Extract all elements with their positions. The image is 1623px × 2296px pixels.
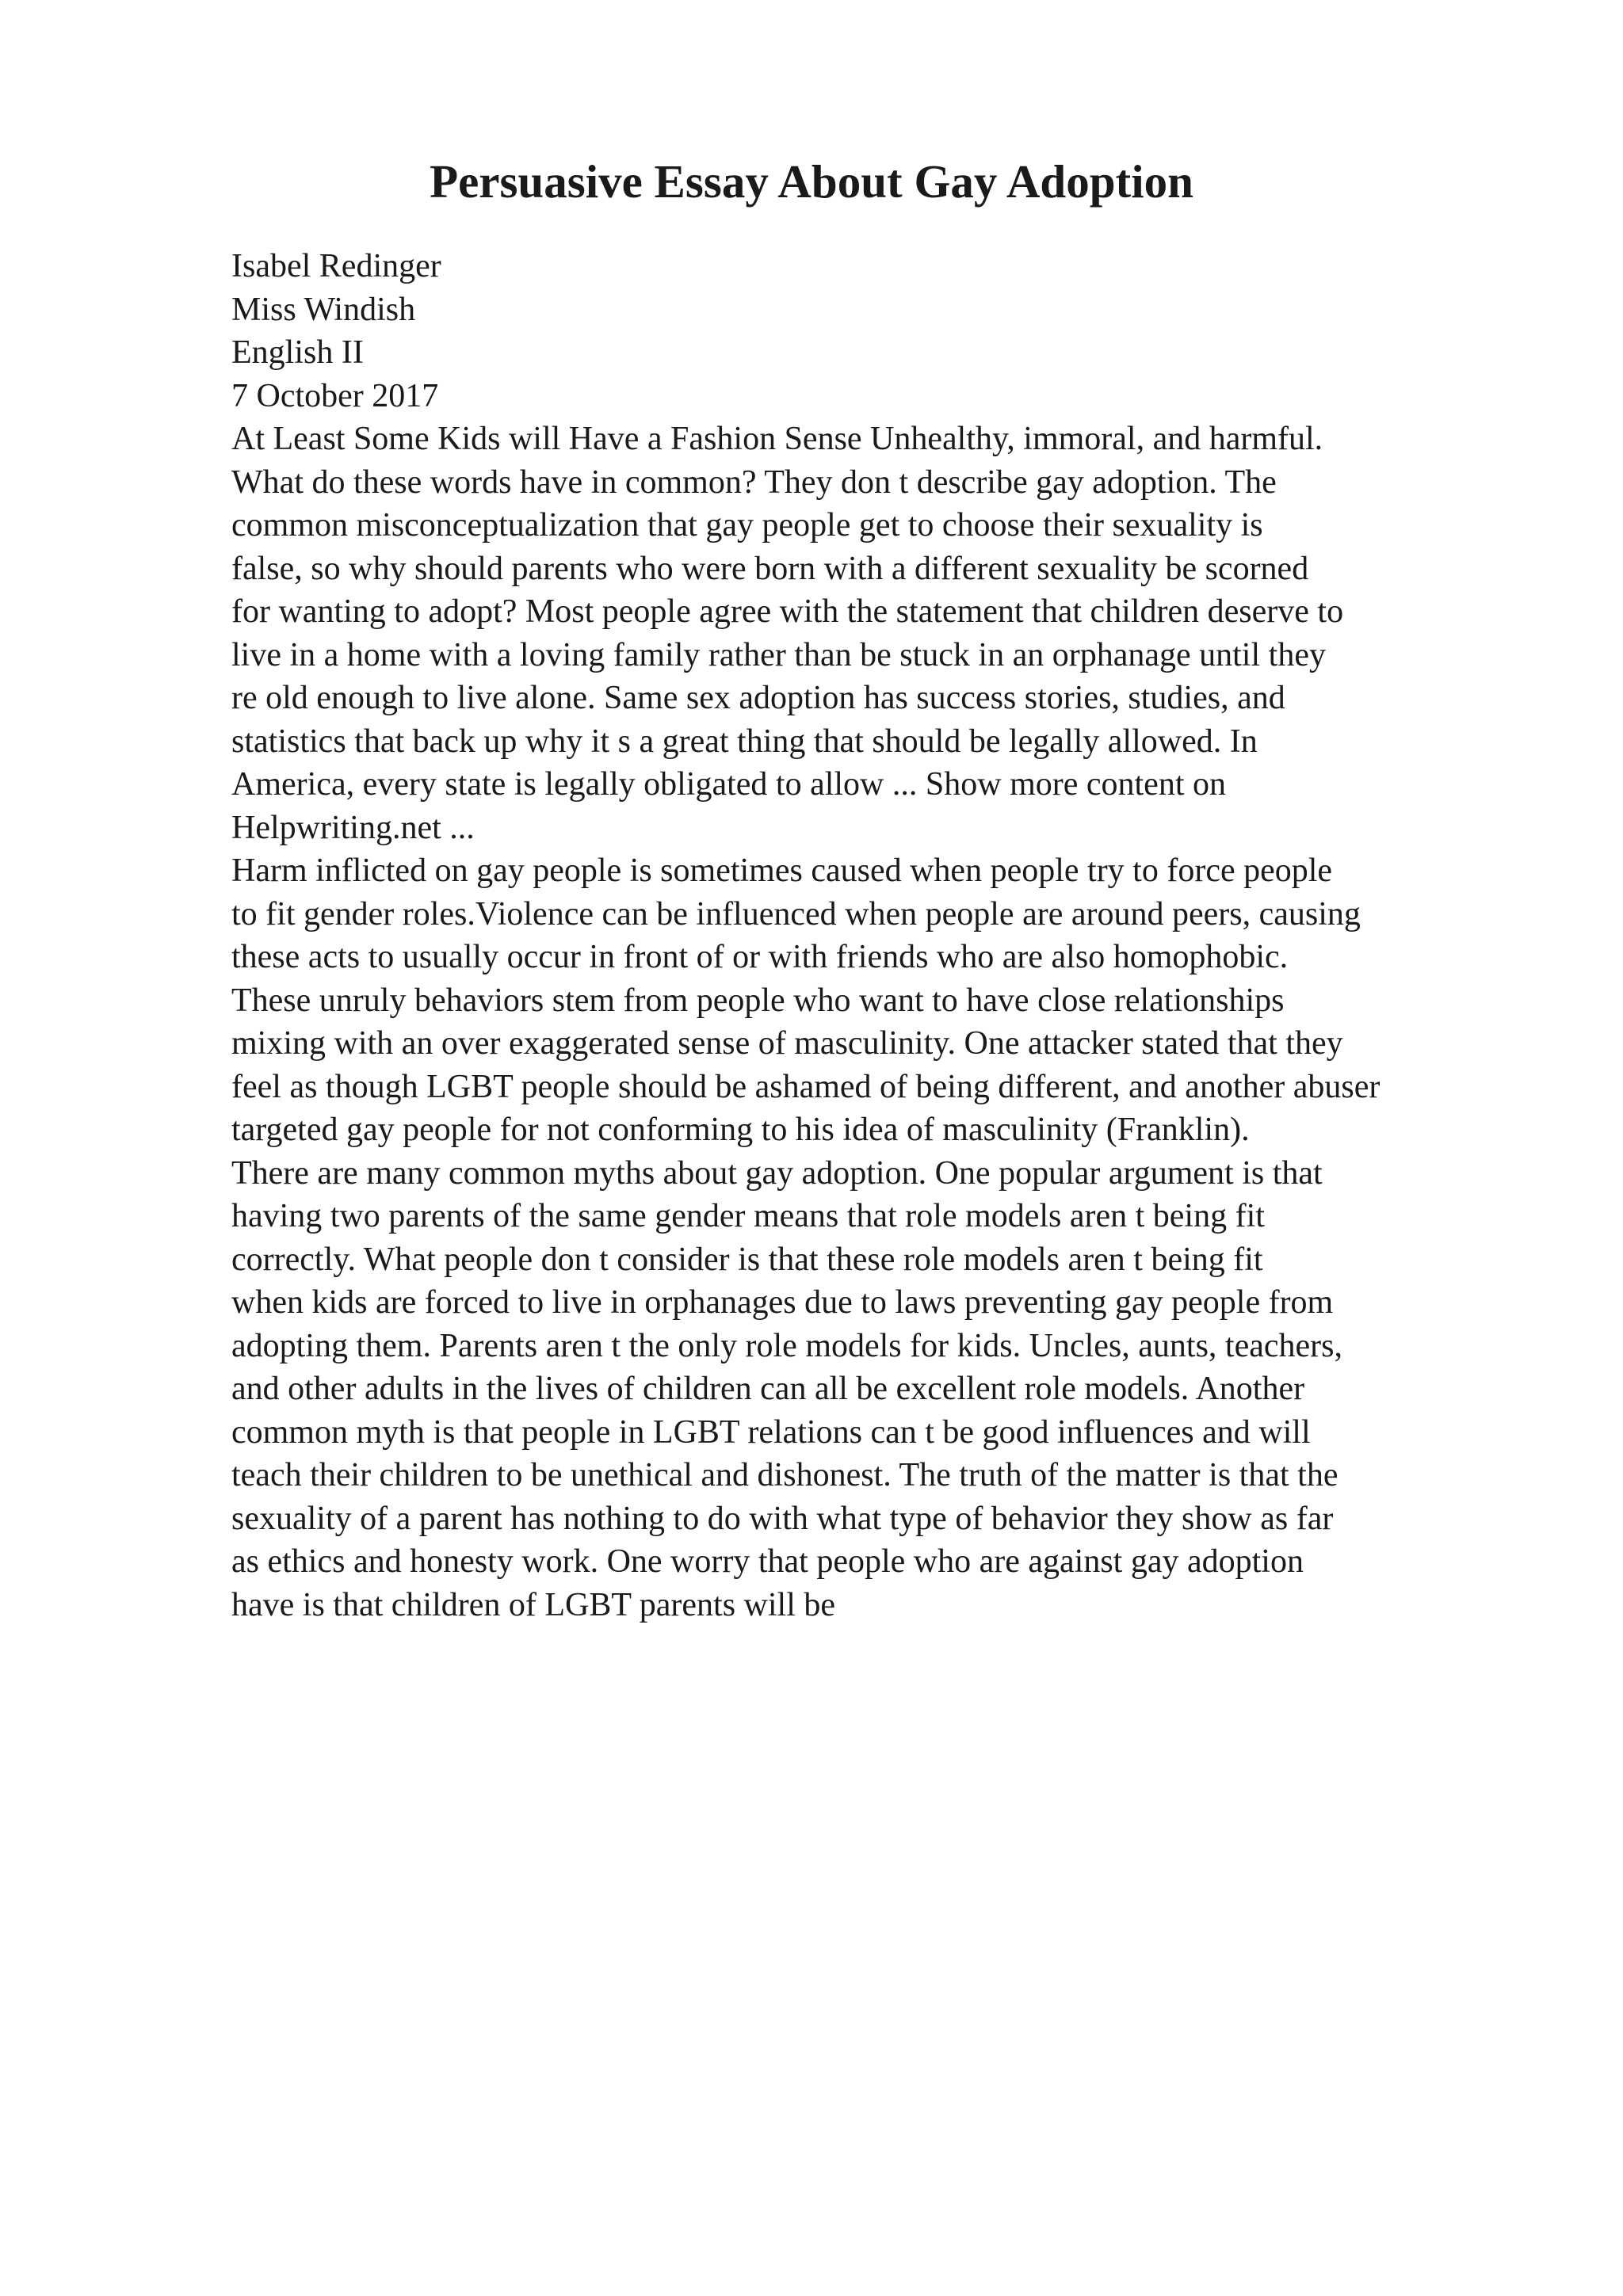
document-body xyxy=(231,245,1610,1627)
text-line: common myth is that people in LGBT relations can t be good influences and will xyxy=(231,1413,1311,1451)
paragraph-3 xyxy=(231,1152,1610,1627)
text-line: and other adults in the lives of children can all be excellent role models. Another xyxy=(231,1371,1305,1407)
text-line: these acts to usually occur in front of or with friends who are also homophobic. xyxy=(231,939,1289,975)
text-line: statistics that back up why it s a great thing that should be legally allowed. In xyxy=(231,723,1258,760)
text-line: common misconceptualization that gay people get to choose their sexuality is xyxy=(231,507,1263,543)
text-line: Harm inflicted on gay people is sometimes caused when people try to force people xyxy=(231,852,1333,889)
paragraph-1 xyxy=(231,418,1610,849)
text-line: Helpwriting.net ... xyxy=(231,809,475,846)
text-line: live in a home with a loving family rather than be stuck in an orphanage until they xyxy=(231,636,1326,673)
author-header xyxy=(231,245,1610,418)
author-name: Isabel Redinger xyxy=(231,248,441,284)
document-title: Persuasive Essay About Gay Adoption xyxy=(430,155,1193,208)
text-line: re old enough to live alone. Same sex adoption has success stories, studies, and xyxy=(231,680,1285,716)
text-line: for wanting to adopt? Most people agree with the statement that children deserve to xyxy=(231,593,1344,630)
text-line: having two parents of the same gender means that role models aren t being fit xyxy=(231,1198,1265,1234)
text-line: At Least Some Kids will Have a Fashion Sense Unhealthy, immoral, and harmful. xyxy=(231,421,1323,457)
text-line: These unruly behaviors stem from people who want to have close relationships xyxy=(231,982,1285,1019)
text-line: correctly. What people don t consider is that these role models aren t being fit xyxy=(231,1241,1263,1278)
text-line: to fit gender roles.Violence can be influenced when people are around peers, causing xyxy=(231,895,1361,933)
text-line: have is that children of LGBT parents will be xyxy=(231,1586,836,1623)
text-line: What do these words have in common? They don t describe gay adoption. The xyxy=(231,463,1277,501)
text-line: America, every state is legally obligated to allow ... Show more content on xyxy=(231,766,1226,803)
text-line: mixing with an over exaggerated sense of masculinity. One attacker stated that they xyxy=(231,1025,1343,1062)
text-line: sexuality of a parent has nothing to do with what type of behavior they show as far xyxy=(231,1500,1334,1537)
course-name: English II xyxy=(231,334,364,371)
paragraph-2 xyxy=(231,849,1610,1152)
teacher-name: Miss Windish xyxy=(231,291,416,328)
text-line: adopting them. Parents aren t the only role models for kids. Uncles, aunts, teachers, xyxy=(231,1327,1342,1364)
text-line: as ethics and honesty work. One worry that people who are against gay adoption xyxy=(231,1543,1304,1580)
text-line: feel as though LGBT people should be ashamed of being different, and another abuser xyxy=(231,1068,1381,1105)
essay-date: 7 October 2017 xyxy=(231,377,439,414)
text-line: targeted gay people for not conforming to his idea of masculinity (Franklin). xyxy=(231,1112,1250,1148)
text-line: There are many common myths about gay adoption. One popular argument is that xyxy=(231,1154,1323,1192)
text-line: teach their children to be unethical and dishonest. The truth of the matter is that the xyxy=(231,1457,1338,1493)
text-line: when kids are forced to live in orphanages due to laws preventing gay people from xyxy=(231,1284,1334,1321)
text-line: false, so why should parents who were born with a different sexuality be scorned xyxy=(231,550,1309,587)
